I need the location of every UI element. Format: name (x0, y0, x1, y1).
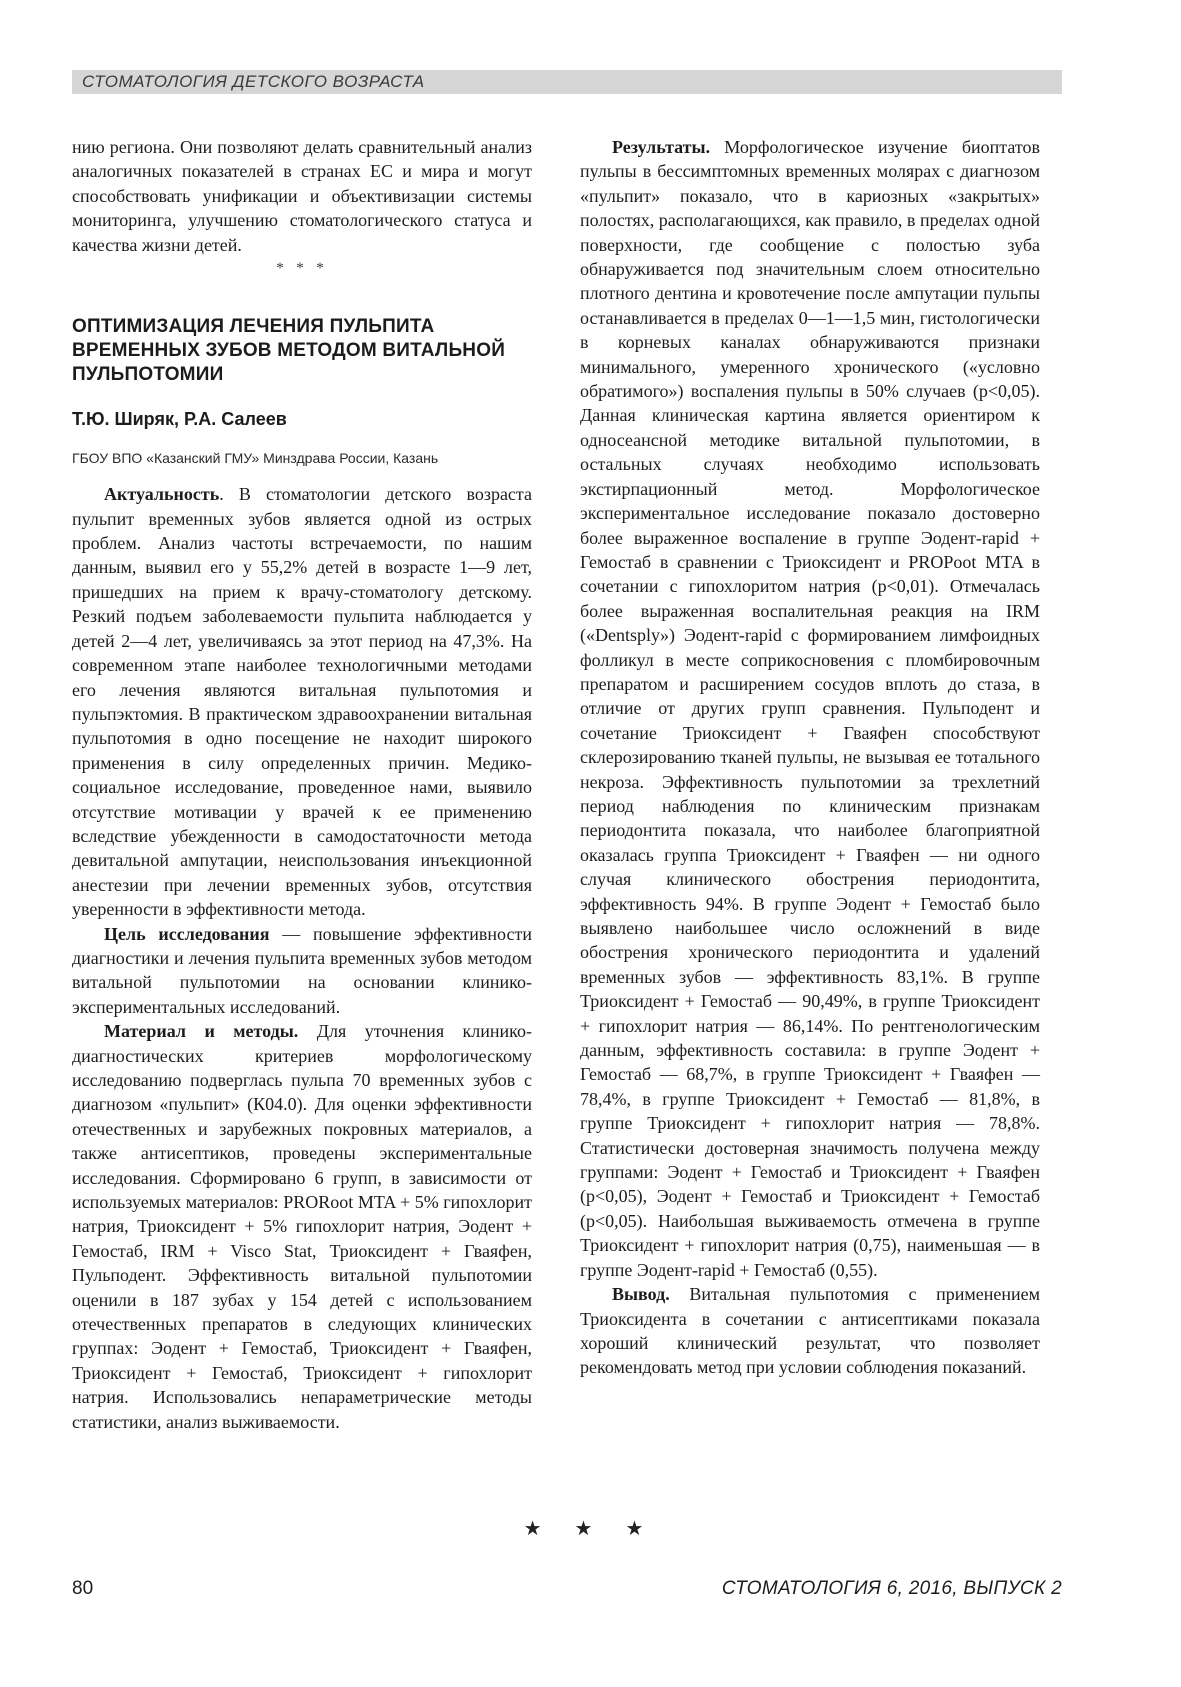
relevance-paragraph (72, 482, 532, 921)
methods-paragraph (72, 1019, 532, 1434)
section-title: СТОМАТОЛОГИЯ ДЕТСКОГО ВОЗРАСТА (82, 72, 425, 91)
results-paragraph (580, 135, 1040, 1282)
section-separator: * * * (276, 260, 328, 278)
right-column (580, 135, 1040, 1380)
conclusion-text: Витальная пульпотомия с применением Триоксидента в сочетании с антисептиками показала хороший клинический результат, что позволяет рекомендовать метод при условии соблюдения показаний. (580, 1284, 1040, 1378)
aim-text: — повышение эффективности диагностики и лечения пульпита временных зубов методом витальной пульпотомии на основании клинико-экспериментальных исследований. (72, 923, 532, 1017)
results-text: Морфологическое изучение биоптатов пульпы в бессимптомных временных молярах с диагнозом «пульпит» показало, что в кариозных «закрытых» полостях, располагающихся, как правило, в пределах одной поверхности, где сообщение с полостью зуба обнаруживается под значительным слоем относительно плотного дентина и кровотечение после ампутации пульпы останавливается в пределах 0—1—1,5 мин, гистологически в корневых каналах обнаруживаются признаки минимального, умеренного хронического («условно обратимого») воспаления пульпы в 50% случаев (p<0,05). Данная клиническая картина является ориентиром к односеансной методике витальной пульпотомии, в остальных случаях необходимо использовать экстирпационный метод. Морфологическое экспериментальное исследование показало достоверно более выраженное воспаление в группе Эодент-rapid + Гемостаб в сравнении с Триоксидент и PROPoot MTA в сочетании с гипохлоритом натрия (p<0,01). Отмечалась более выраженная воспалительная реакция на IRM («Dentsply») Эодент-rapid с формированием лимфоидных фолликул в месте соприкосновения с пломбировочным препаратом и расширением сосудов вплоть до стаза, в отличие от других групп сравнения. Пульподент и сочетание Триоксидент + Гваяфен способствуют склерозированию тканей пульпы, не вызывая ее тотального некроза. Эффективность пульпотомии за трехлетний период наблюдения по клиническим признакам периодонтита показала, что наиболее благоприятной оказалась группа Триоксидент + Гваяфен — ни одного случая клинического обострения периодонтита, эффективность 94%. В группе Эодент + Гемостаб было выявлено наибольшее число осложнений в виде обострения хронического периодонтита и удалений временных зубов — эффективность 83,1%. В группе Триоксидент + Гемостаб — 90,49%, в группе Триоксидент + гипохлорит натрия — 86,14%. По рентгенологическим данным, эффективность составила: в группе Эодент + Гемостаб — 68,7%, в группе Триоксидент + Гваяфен — 78,4%, в группе Триоксидент + Гемостаб — 81,8%, в группе Триоксидент + гипохлорит натрия — 78,8%. Статистически достоверная значимость получена между группами: Эодент + Гемостаб и Триоксидент + Гваяфен (p<0,05), Эодент + Гемостаб и Триоксидент + Гемостаб (p<0,05). Наибольшая выживаемость отмечена в группе Триоксидент + гипохлорит натрия (0,75), наименьшая — в группе Эодент-rapid + Гемостаб (0,55). (580, 137, 1040, 1280)
affiliation: ГБОУ ВПО «Казанский ГМУ» Минздрава России, Казань (72, 449, 439, 466)
conclusion-paragraph (580, 1282, 1040, 1380)
continuation-paragraph: нию региона. Они позволяют делать сравнительный анализ аналогичных показателей в странах ЕС и мира и могут способствовать унификации и объективизации системы мониторинга, улучшению стоматологического статуса и качества жизни детей. (72, 137, 532, 255)
relevance-label: Актуальность (104, 484, 220, 505)
aim-paragraph (72, 922, 532, 1020)
aim-label: Цель исследования (104, 923, 270, 944)
article-title: ОПТИМИЗАЦИЯ ЛЕЧЕНИЯ ПУЛЬПИТА ВРЕМЕННЫХ ЗУБОВ МЕТОДОМ ВИТАЛЬНОЙ ПУЛЬПОТОМИИ (72, 316, 506, 386)
journal-footer: СТОМАТОЛОГИЯ 6, 2016, ВЫПУСК 2 (721, 1578, 1062, 1599)
methods-text: Для уточнения клинико-диагностических критериев морфологическому исследованию подверглась пульпа 70 временных зубов с диагнозом «пульпит» (К04.0). Для оценки эффективности отечественных и зарубежных покровных материалов, а также антисептиков, проведены экспериментальные исследования. Сформировано 6 групп, в зависимости от используемых материалов: PRORoot MTA + 5% гипохлорит натрия, Триоксидент + 5% гипохлорит натрия, Эодент + Гемостаб, IRM + Visco Stat, Триоксидент + Гваяфен, Пульподент. Эффективность витальной пульпотомии оценили в 187 зубах у 154 детей с использованием отечественных препаратов в следующих клинических группах: Эодент + Гемостаб, Триоксидент + Гваяфен, Триоксидент + Гемостаб, Триоксидент + гипохлорит натрия. Использовались непараметрические методы статистики, анализ выживаемости. (72, 1021, 532, 1432)
authors: Т.Ю. Ширяк, Р.А. Салеев (72, 409, 287, 430)
left-column (72, 135, 532, 1434)
results-label: Результаты. (612, 137, 711, 157)
page-number: 80 (72, 1578, 94, 1599)
conclusion-label: Вывод. (612, 1284, 670, 1305)
footer-stars: ★ ★ ★ (523, 1518, 658, 1540)
relevance-text: . В стоматологии детского возраста пульпит временных зубов является одной из острых проблем. Анализ частоты встречаемости, по нашим данным, выявил его у 55,2% детей в возрасте 1—9 лет, пришедших на прием к врачу-стоматологу детскому. Резкий подъем заболеваемости пульпита наблюдается у детей 2—4 лет, увеличиваясь за этот период на 47,3%. На современном этапе наиболее технологичными методами его лечения являются витальная пульпотомия и пульпэктомия. В практическом здравоохранении витальная пульпотомия в одно посещение не находит широкого применения в силу определенных причин. Медико-социальное исследование, проведенное нами, выявило отсутствие мотивации у врачей к ее применению вследствие убежденности в самодостаточности метода девитальной ампутации, неиспользования инъекционной анестезии при лечении временных зубов, отсутствия уверенности в эффективности метода. (72, 484, 532, 920)
methods-label: Материал и методы. (104, 1021, 299, 1042)
running-header (72, 70, 1062, 94)
